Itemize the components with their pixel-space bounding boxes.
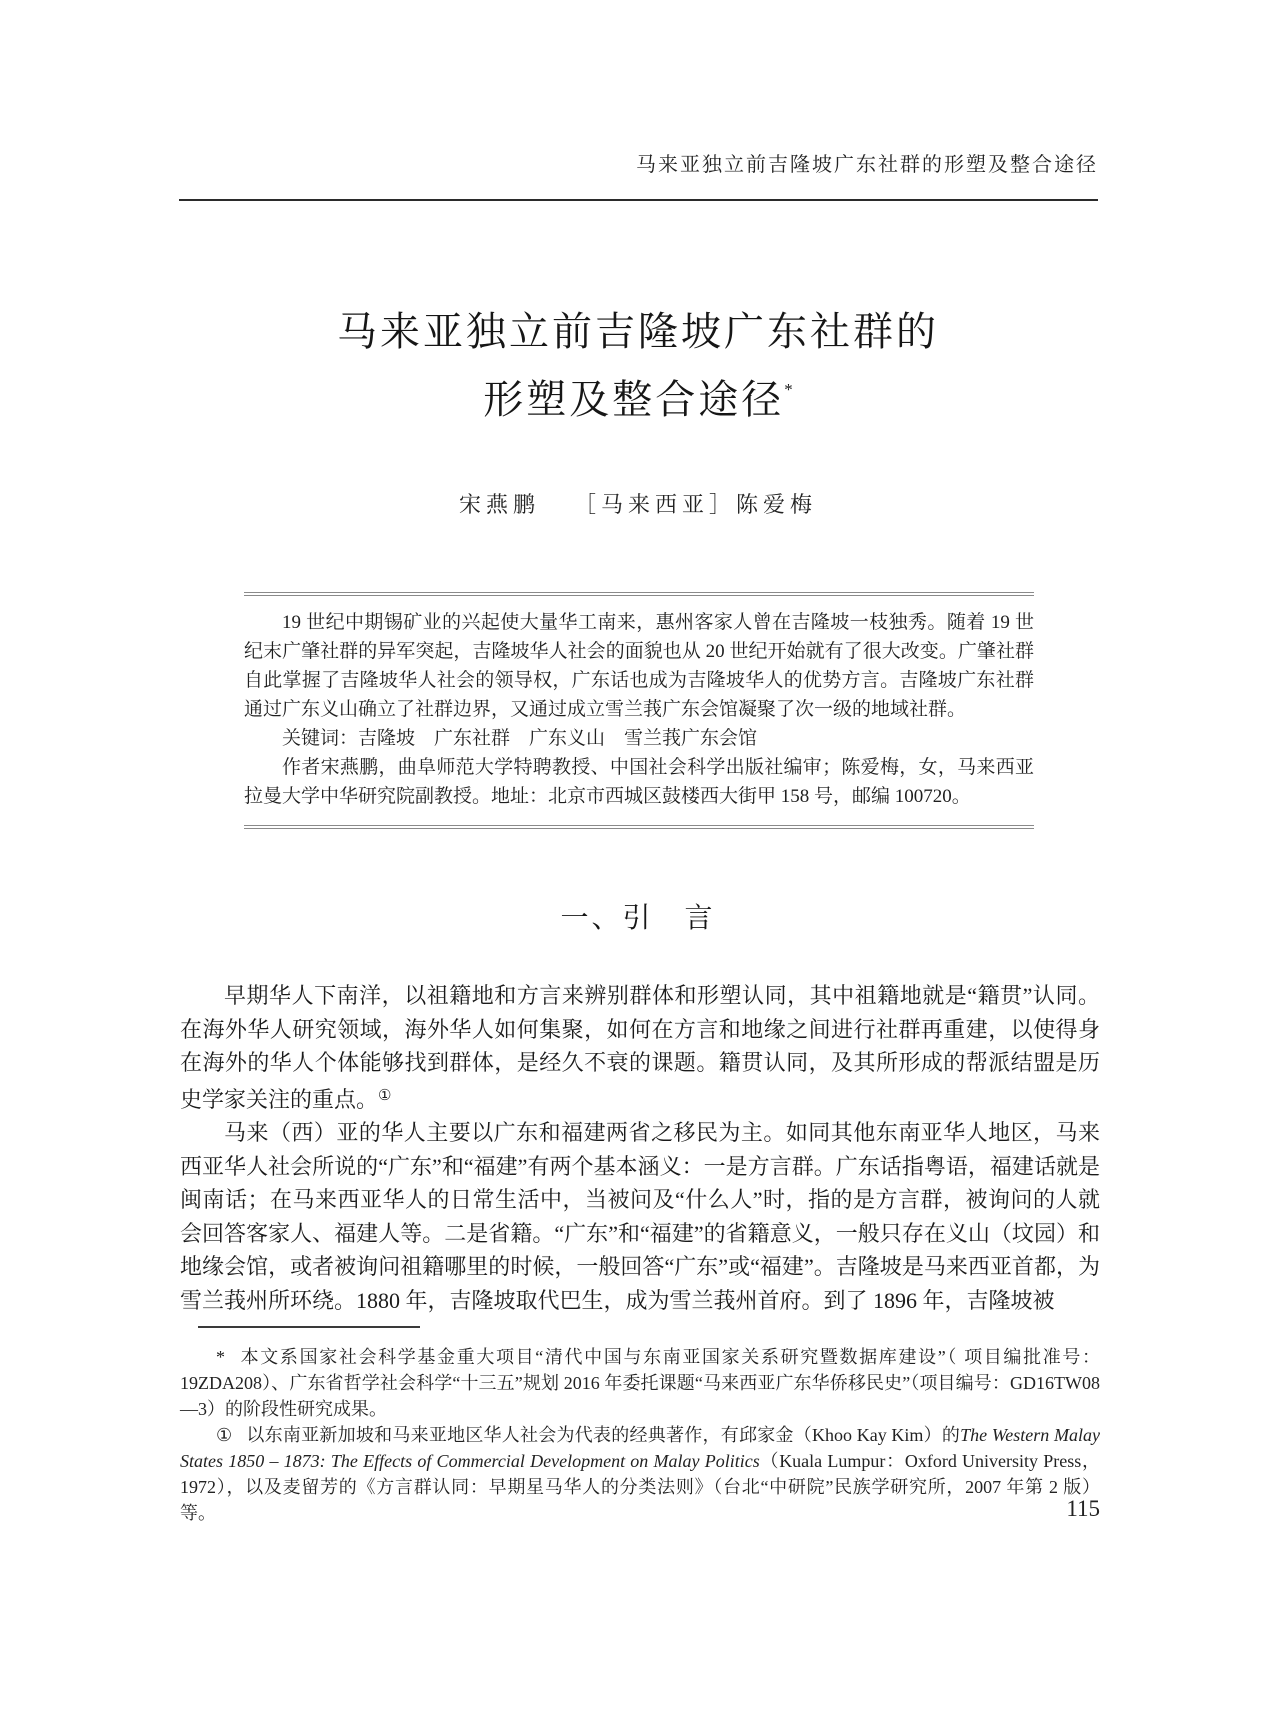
footnote-one-text-pre: 以东南亚新加坡和马来亚地区华人社会为代表的经典著作，有邱家金（Khoo Kay Kim）的 xyxy=(246,1425,961,1445)
article-title-line2: 形塑及整合途径 xyxy=(483,377,785,422)
page-number: 115 xyxy=(1066,1496,1100,1521)
abstract-block xyxy=(244,592,1034,829)
article-title xyxy=(178,303,1098,429)
author-name-2: ［马来西亚］陈爱梅 xyxy=(574,492,818,517)
footnote-star-text: 本文系国家社会科学基金重大项目“清代中国与东南亚国家关系研究暨数据库建设”（ 项目编批准号：19ZDA208）、广东省哲学社会科学“十三五”规划 2016 年委托课题“马来西亚广东华侨移民史”（项目编号：GD16TW08—3）的阶段性研究成果。 xyxy=(180,1347,1100,1419)
running-header-title: 马来亚独立前吉隆坡广东社群的形塑及整合途径 xyxy=(636,154,1098,176)
author-bio: 作者宋燕鹏，曲阜师范大学特聘教授、中国社会科学出版社编审；陈爱梅，女，马来西亚拉曼大学中华研究院副教授。地址：北京市西城区鼓楼西大街甲 158 号，邮编 100720。 xyxy=(244,757,1034,807)
body-paragraph-2: 马来（西）亚的华人主要以广东和福建两省之移民为主。如同其他东南亚华人地区，马来西亚华人社会所说的“广东”和“福建”有两个基本涵义：一是方言群。广东话指粤语，福建话就是闽南话；在马来西亚华人的日常生活中，当被问及“什么人”时，指的是方言群，被询问的人就会回答客家人、福建人等。二是省籍。“广东”和“福建”的省籍意义，一般只存在义山（坟园）和地缘会馆，或者被询问祖籍哪里的时候，一般回答“广东”或“福建”。吉隆坡是马来西亚首都，为雪兰莪州所环绕。1880 年，吉隆坡取代巴生，成为雪兰莪州首府。到了 1896 年，吉隆坡被 xyxy=(180,1120,1100,1313)
header-rule xyxy=(179,199,1098,201)
author-name-1: 宋燕鹏 xyxy=(458,492,540,517)
footnote-one-book-title: The Western Malay States 1850 – 1873: The Effects of Commercial Development on Malay Politics xyxy=(180,1425,1100,1471)
footnote-one-marker: ① xyxy=(216,1425,233,1445)
footnote-separator-rule xyxy=(198,1326,420,1328)
title-footnote-mark: * xyxy=(784,380,793,399)
body-text xyxy=(180,979,1100,1317)
footnote-star-marker: * xyxy=(216,1347,225,1367)
abstract-paragraph: 19 世纪中期锡矿业的兴起使大量华工南来，惠州客家人曾在吉隆坡一枝独秀。随着 19 世纪末广肇社群的异军突起，吉隆坡华人社会的面貌也从 20 世纪开始就有了很大改变。广肇社群自此掌握了吉隆坡华人社会的领导权，广东话也成为吉隆坡华人的优势方言。吉隆坡广东社群通过广东义山确立了社群边界，又通过成立雪兰莪广东会馆凝聚了次一级的地域社群。 xyxy=(244,612,1034,720)
body-paragraph-1-text: 早期华人下南洋，以祖籍地和方言来辨别群体和形塑认同，其中祖籍地就是“籍贯”认同。在海外华人研究领域，海外华人如何集聚，如何在方言和地缘之间进行社群再重建，以使得身在海外的华人个体能够找到群体，是经久不衰的课题。籍贯认同，及其所形成的帮派结盟是历史学家关注的重点。 xyxy=(180,983,1100,1112)
keywords-line: 关键词：吉隆坡 广东社群 广东义山 雪兰莪广东会馆 xyxy=(282,728,758,749)
body-paragraph-1 xyxy=(180,979,1100,1116)
section-heading-introduction: 一、引 言 xyxy=(560,903,716,934)
footnote-star xyxy=(180,1344,1100,1422)
authors-line xyxy=(178,488,1098,519)
article-title-line1: 马来亚独立前吉隆坡广东社群的 xyxy=(337,309,939,354)
footnote-one-text-post: （Kuala Lumpur：Oxford University Press，1972），以及麦留芳的《方言群认同：早期星马华人的分类法则》（台北“中研院”民族学研究所，2007 年第 2 版）等。 xyxy=(180,1451,1101,1523)
footnote-ref-1: ① xyxy=(378,1087,392,1104)
